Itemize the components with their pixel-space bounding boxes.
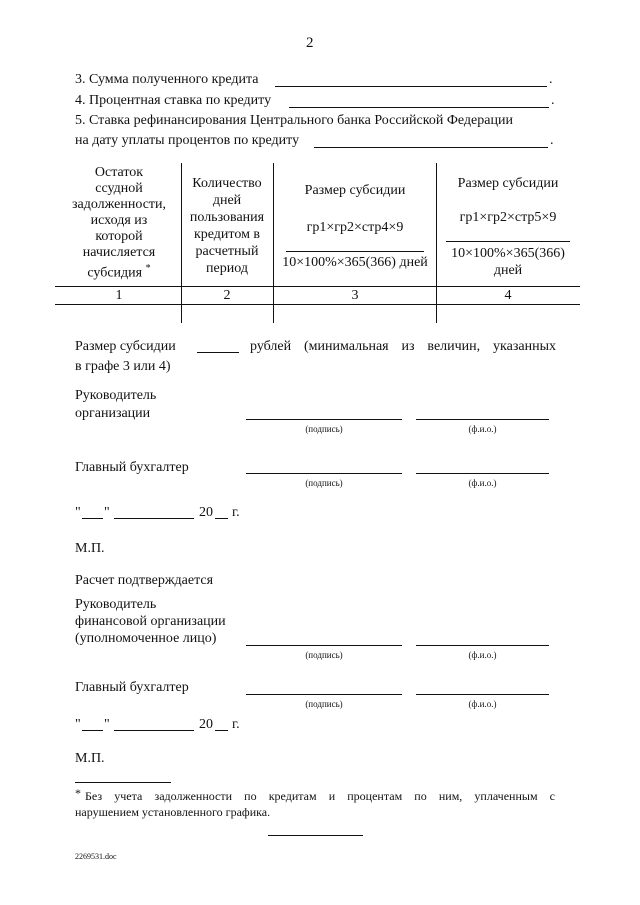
table-vline-3 [436, 163, 437, 323]
file-name: 2269531.doc [75, 852, 117, 861]
date-quote-close-1: " [104, 505, 110, 520]
date-year-blank-1 [215, 518, 228, 519]
chief-signature-caption-1: (подпись) [305, 478, 343, 488]
col3-fraction-line [286, 251, 424, 252]
stamp-place-1: М.П. [75, 541, 105, 556]
item-5-blank [314, 147, 548, 148]
fin-head-label-line1: Руководитель [75, 597, 157, 612]
footnote-line2: нарушением установленного графика. [75, 805, 271, 819]
item-3-blank [275, 86, 547, 87]
stamp-place-2: М.П. [75, 751, 105, 766]
col4-denominator-line2: дней [493, 263, 523, 278]
col2-header: Количество дней пользования кредитом в расчетный период [189, 176, 265, 276]
date-month-blank-1 [114, 518, 194, 519]
col3-numerator: гр1×гр2×стр4×9 [306, 220, 404, 235]
subsidy-size-label: Размер субсидии [75, 339, 176, 354]
fin-head-label-line3: (уполномоченное лицо) [75, 631, 217, 646]
chief-fio-line-2 [416, 694, 549, 695]
head-fio-caption: (ф.и.о.) [468, 424, 497, 434]
chief-signature-caption-2: (подпись) [305, 699, 343, 709]
col3-denominator: 10×100%×365(366) дней [282, 255, 428, 270]
date-day-blank-1 [82, 518, 103, 519]
table-vline-2 [273, 163, 274, 323]
end-separator [268, 835, 363, 836]
item-4-dot: . [551, 93, 555, 108]
table-hline-numbers [55, 304, 580, 305]
subsidy-size-note-line2: в графе 3 или 4) [75, 359, 171, 374]
chief-fio-line-1 [416, 473, 549, 474]
page-number: 2 [306, 35, 314, 51]
fin-head-signature-caption: (подпись) [305, 650, 343, 660]
col1-header: Остаток ссудной задолженности, исходя из которой начисляется субсидия * [71, 165, 167, 281]
table-hline-header [55, 286, 580, 287]
item-5-label-line2: на дату уплаты процентов по кредиту [75, 133, 300, 148]
col4-denominator-line1: 10×100%×365(366) [451, 246, 565, 261]
table-vline-1 [181, 163, 182, 323]
item-5-label-line1: 5. Ставка рефинансирования Центрального банка Российской Федерации [75, 113, 513, 128]
col4-numerator: гр1×гр2×стр5×9 [459, 210, 557, 225]
date-quote-close-2: " [104, 717, 110, 732]
fin-head-label-line2: финансовой организации [75, 614, 226, 629]
chief-accountant-label-2: Главный бухгалтер [75, 680, 189, 695]
col3-title: Размер субсидии [304, 183, 406, 198]
col4-fraction-line [446, 241, 570, 242]
item-5-dot: . [550, 133, 554, 148]
date-quote-open-1: " [75, 505, 81, 520]
item-4-label: 4. Процентная ставка по кредиту [75, 93, 272, 108]
col-number-2: 2 [223, 288, 231, 303]
chief-fio-caption-1: (ф.и.о.) [468, 478, 497, 488]
date-month-blank-2 [114, 730, 194, 731]
col-number-3: 3 [351, 288, 359, 303]
col-number-1: 1 [115, 288, 123, 303]
subsidy-size-note: рублей (минимальная из величин, указанных [250, 339, 556, 354]
date-year-1: 20 [199, 505, 213, 520]
footnote-line1: Без учета задолженности по кредитам и процентам по ним, уплаченным с [85, 789, 555, 803]
chief-signature-line-2 [246, 694, 402, 695]
item-4-blank [289, 107, 549, 108]
fin-head-fio-line [416, 645, 549, 646]
fin-head-fio-caption: (ф.и.о.) [468, 650, 497, 660]
date-g-1: г. [232, 505, 240, 520]
col-number-4: 4 [504, 288, 512, 303]
col4-title: Размер субсидии [457, 176, 559, 191]
head-fio-line [416, 419, 549, 420]
chief-accountant-label-1: Главный бухгалтер [75, 460, 189, 475]
footnote-star: * [75, 786, 81, 800]
date-year-blank-2 [215, 730, 228, 731]
footnote-separator [75, 782, 171, 783]
head-label-line1: Руководитель [75, 388, 157, 403]
chief-fio-caption-2: (ф.и.о.) [468, 699, 497, 709]
fin-head-signature-line [246, 645, 402, 646]
head-signature-caption: (подпись) [305, 424, 343, 434]
date-day-blank-2 [82, 730, 103, 731]
confirmed-label: Расчет подтверждается [75, 573, 214, 588]
date-g-2: г. [232, 717, 240, 732]
item-3-dot: . [549, 72, 553, 87]
date-quote-open-2: " [75, 717, 81, 732]
chief-signature-line-1 [246, 473, 402, 474]
head-signature-line [246, 419, 402, 420]
head-label-line2: организации [75, 406, 151, 421]
subsidy-size-blank [197, 352, 239, 353]
item-3-label: 3. Сумма полученного кредита [75, 72, 259, 87]
date-year-2: 20 [199, 717, 213, 732]
